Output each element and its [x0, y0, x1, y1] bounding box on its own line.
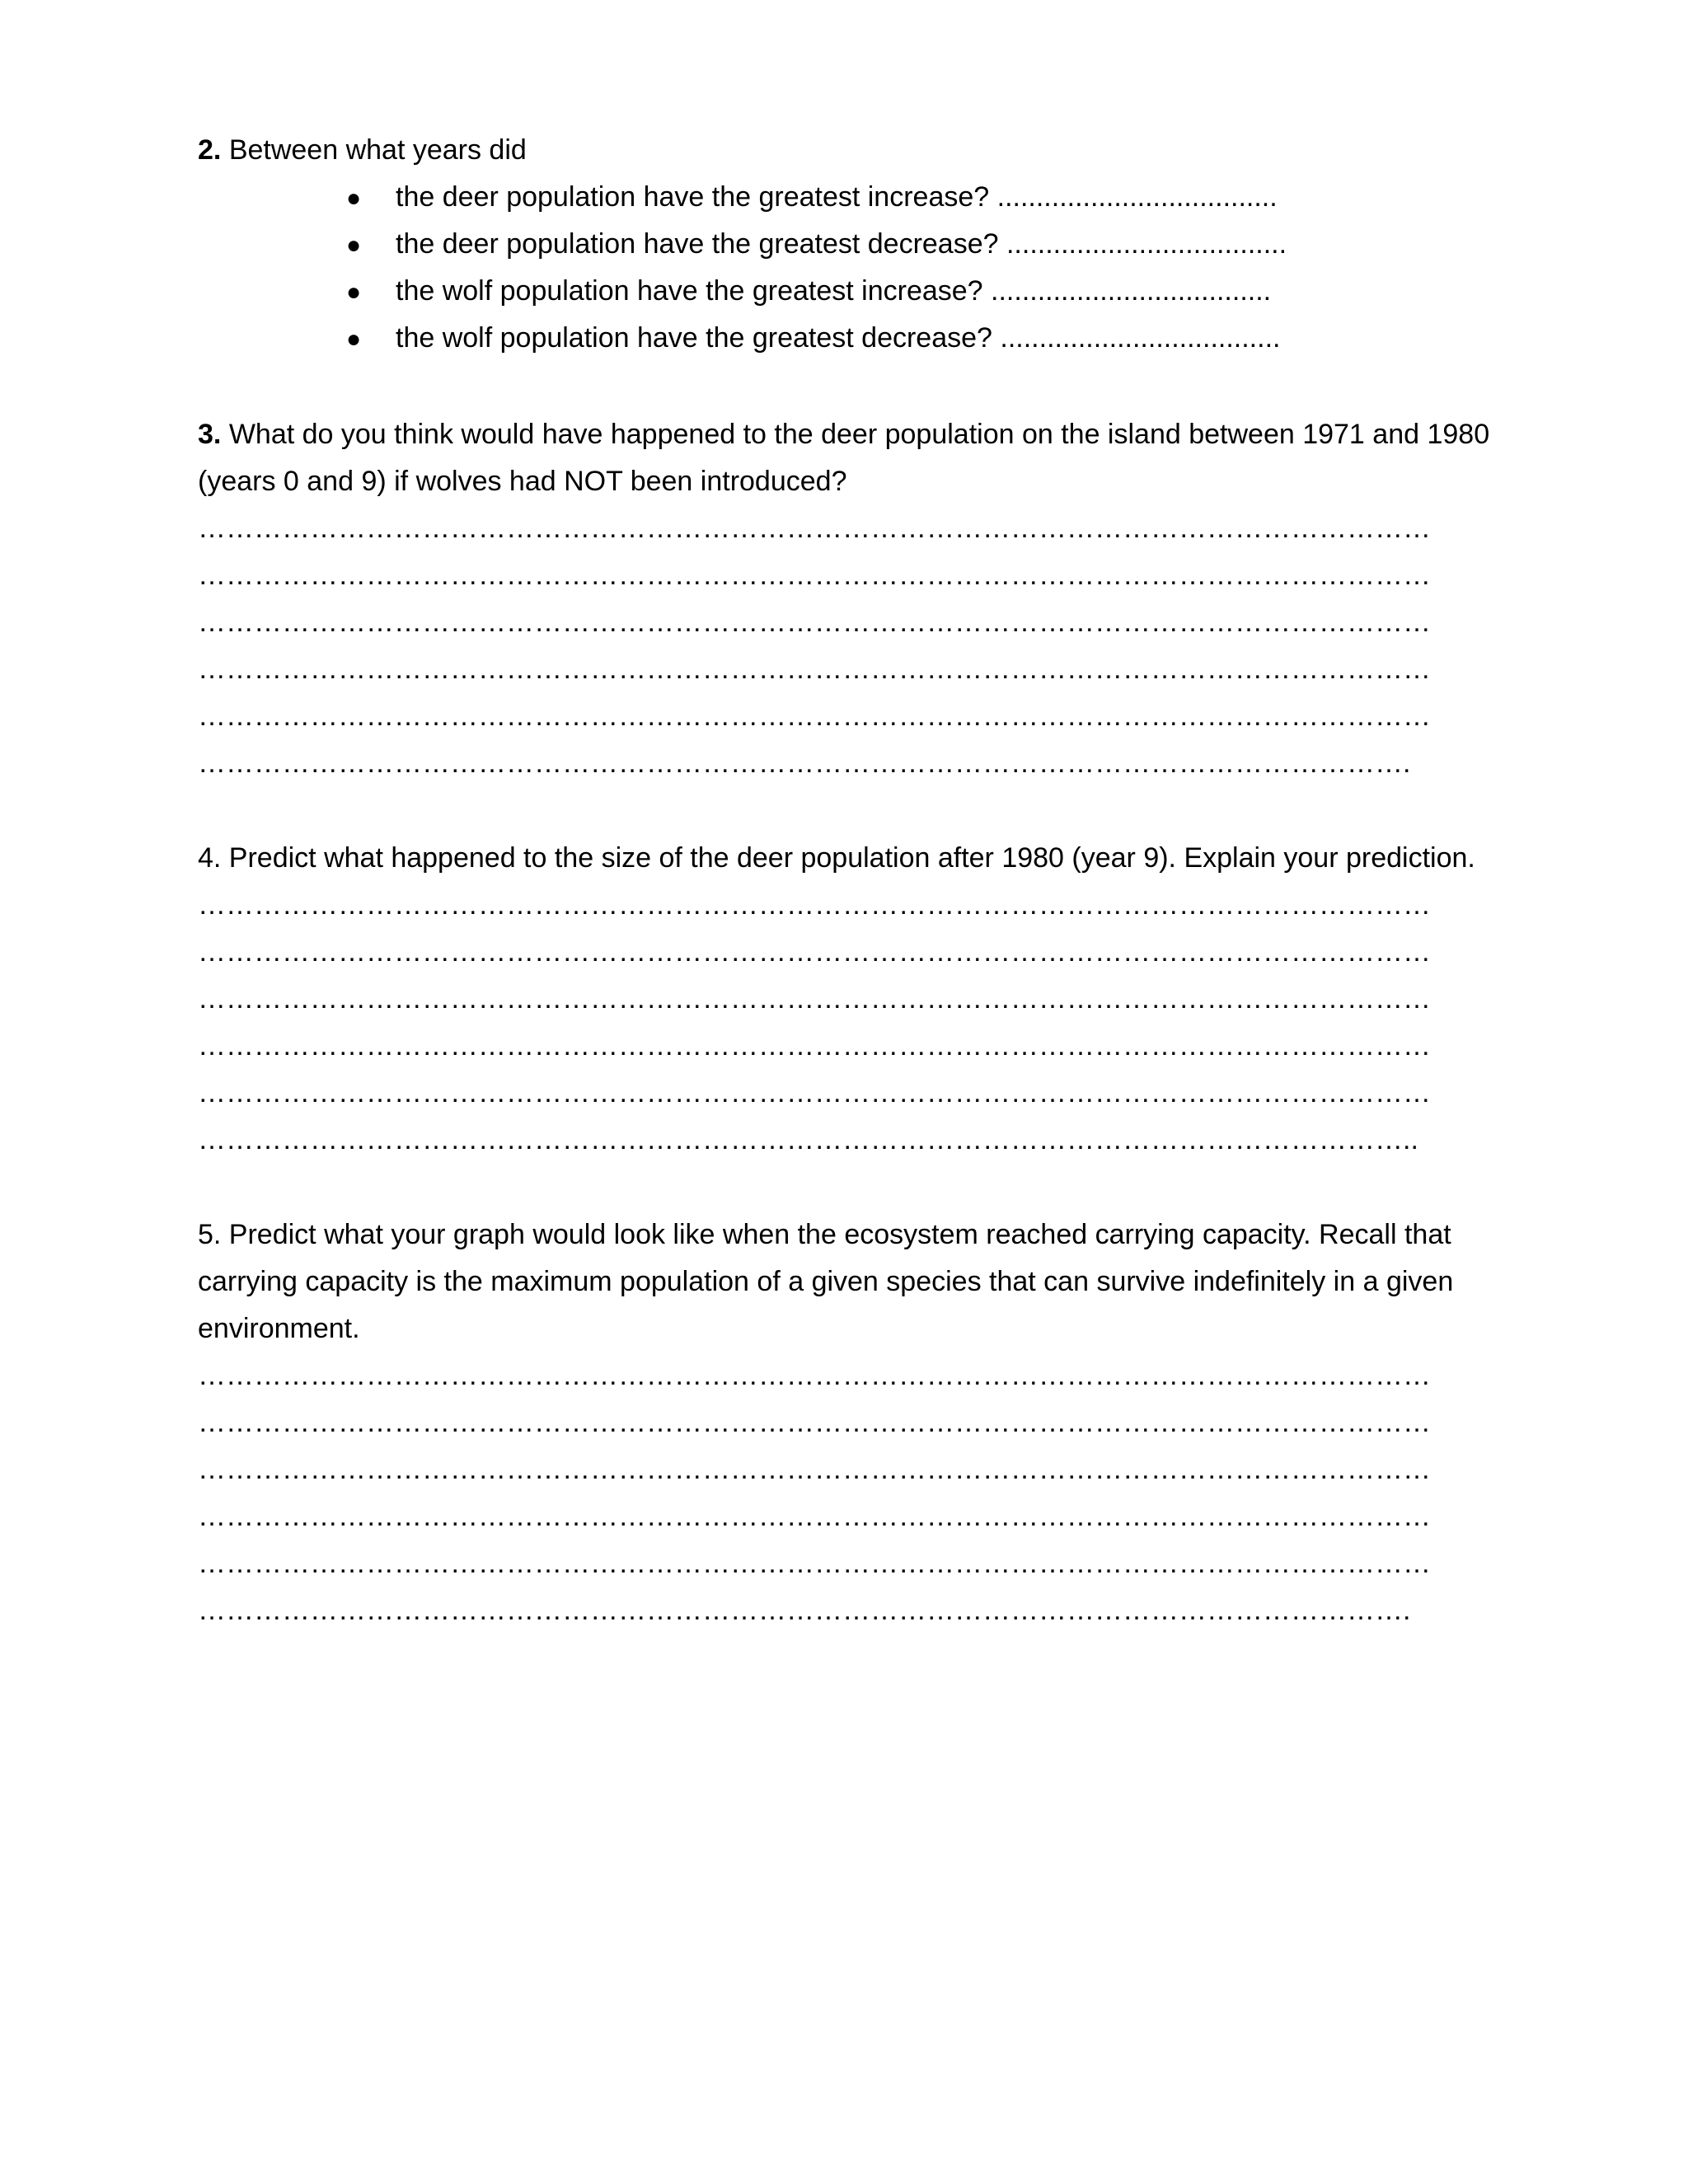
question-2-item-text: the wolf population have the greatest increase? .................................... — [396, 275, 1272, 307]
question-2-heading — [198, 134, 527, 166]
answer-line[interactable]: …………………………………………………………………………………………………………………… — [198, 1548, 1431, 1579]
question-2-item-text: the deer population have the greatest increase? .................................... — [396, 181, 1278, 213]
bullet-icon: ● — [346, 279, 362, 306]
answer-line[interactable]: …………………………………………………………………………………………………………………… — [198, 1360, 1431, 1391]
question-2-number: 2. — [198, 134, 222, 166]
bullet-icon: ● — [346, 232, 362, 259]
question-2-item — [346, 180, 1278, 213]
answer-line[interactable]: …………………………………………………………………………………………………………………… — [198, 513, 1431, 544]
question-2-item-text: the deer population have the greatest decrease? .................................... — [396, 228, 1287, 260]
question-3-number: 3. — [198, 419, 222, 450]
answer-line[interactable]: …………………………………………………………………………………………………………………. — [198, 1595, 1411, 1626]
answer-line[interactable]: …………………………………………………………………………………………………………………… — [198, 654, 1431, 685]
answer-line[interactable]: …………………………………………………………………………………………………………………… — [198, 1454, 1431, 1485]
answer-line[interactable]: …………………………………………………………………………………………………………………… — [198, 1030, 1431, 1062]
question-3-line-1 — [198, 418, 1489, 451]
bullet-icon: ● — [346, 326, 362, 353]
question-5-line-1: 5. Predict what your graph would look like when the ecosystem reached carrying capacity. Recall that — [198, 1219, 1451, 1250]
question-2-item — [346, 321, 1280, 354]
question-2-item — [346, 227, 1287, 260]
question-2-prompt: Between what years did — [228, 134, 527, 166]
question-4-text: 4. Predict what happened to the size of the deer population after 1980 (year 9). Explain your prediction. — [198, 842, 1475, 874]
question-2-item — [346, 274, 1271, 307]
question-3-text: What do you think would have happened to the deer population on the island between 1971 and 1980 — [228, 419, 1490, 450]
answer-line[interactable]: …………………………………………………………………………………………………………………… — [198, 701, 1431, 732]
answer-line[interactable]: …………………………………………………………………………………………………………………… — [198, 983, 1431, 1015]
answer-line[interactable]: …………………………………………………………………………………………………………………. — [198, 748, 1411, 779]
answer-line[interactable]: …………………………………………………………………………………………………………………… — [198, 1077, 1431, 1108]
answer-line[interactable]: …………………………………………………………………………………………………………………… — [198, 607, 1431, 638]
question-5-line-2: carrying capacity is the maximum population of a given species that can survive indefinitely in a given — [198, 1266, 1454, 1297]
answer-line[interactable]: …………………………………………………………………………………………………………………… — [198, 936, 1431, 968]
question-5-line-3: environment. — [198, 1313, 360, 1344]
answer-line[interactable]: …………………………………………………………………………………………………………………… — [198, 1501, 1431, 1532]
bullet-icon: ● — [346, 185, 362, 212]
answer-line[interactable]: …………………………………………………………………………………………………………………… — [198, 889, 1431, 921]
answer-line[interactable]: …………………………………………………………………………………………………………………… — [198, 1407, 1431, 1438]
answer-line[interactable]: ………………………………………………………………………………………………………………….. — [198, 1124, 1418, 1155]
question-3-line-2: (years 0 and 9) if wolves had NOT been introduced? — [198, 466, 847, 497]
question-2-item-text: the wolf population have the greatest decrease? .................................... — [396, 322, 1281, 354]
answer-line[interactable]: …………………………………………………………………………………………………………………… — [198, 560, 1431, 591]
